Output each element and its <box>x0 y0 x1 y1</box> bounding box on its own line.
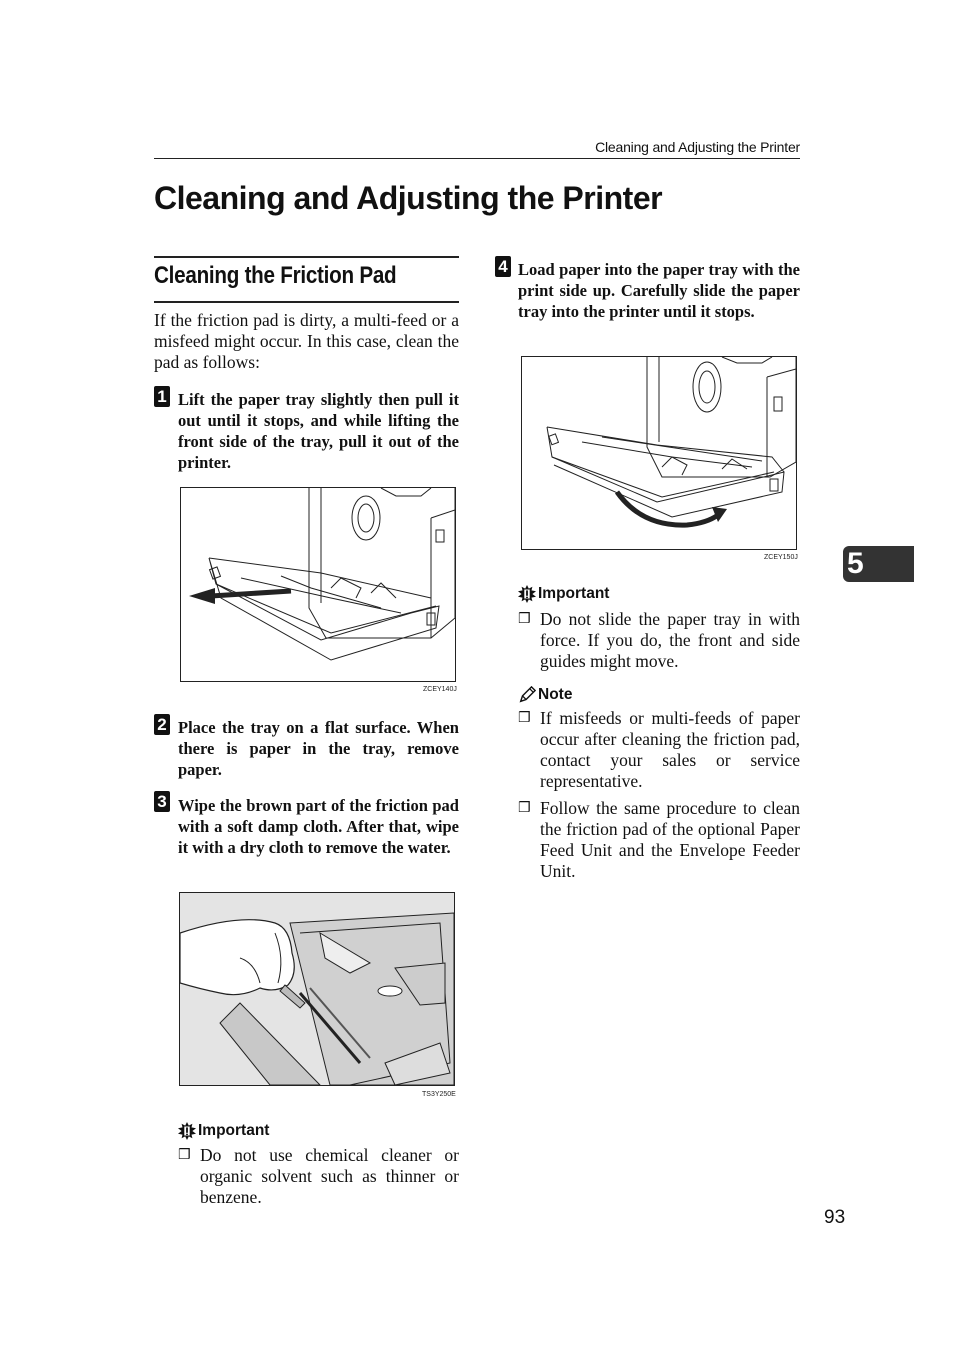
page-number: 93 <box>824 1207 846 1228</box>
figure-pull-out-tray <box>180 487 456 682</box>
tray-pull-illustration <box>181 488 455 681</box>
important-right-list <box>518 609 800 672</box>
figure-wipe-friction-pad <box>179 892 455 1086</box>
step-number-3: 3 <box>154 791 170 812</box>
figure-2-code: TS3Y250E <box>422 1091 456 1098</box>
step-number-1: 1 <box>154 386 170 407</box>
section-title: Cleaning the Friction Pad <box>154 262 397 289</box>
step-4-text: Load paper into the paper tray with the print side up. Carefully slide the paper tray into the printer until it stops. <box>518 260 800 321</box>
step-2-text: Place the tray on a flat surface. When there is paper in the tray, remove paper. <box>178 718 459 779</box>
list-item <box>518 708 800 792</box>
important-left-heading <box>178 1122 269 1140</box>
note-item-2: Follow the same procedure to clean the friction pad of the optional Paper Feed Unit and the Envelope Feeder Unit. <box>540 798 800 881</box>
important-burst-icon <box>518 585 536 603</box>
note-heading <box>518 686 572 704</box>
important-burst-icon <box>178 1122 196 1140</box>
checkbox-bullet-icon: ❒ <box>178 1147 191 1163</box>
note-label: Note <box>538 686 573 703</box>
tray-insert-illustration <box>522 357 796 549</box>
note-list <box>518 708 800 882</box>
important-left-list <box>178 1145 459 1208</box>
section-rule-top <box>154 256 459 258</box>
pull-arrow-icon <box>189 588 291 604</box>
list-item <box>178 1145 459 1208</box>
figure-3-code: ZCEY150J <box>764 554 798 561</box>
figure-insert-tray <box>521 356 797 550</box>
figure-1-code: ZCEY140J <box>423 686 457 693</box>
section-rule-bottom <box>154 301 459 303</box>
pencil-icon <box>518 686 536 704</box>
important-left-item-1: Do not use chemical cleaner or organic solvent such as thinner or benzene. <box>200 1145 459 1207</box>
list-item <box>518 609 800 672</box>
checkbox-bullet-icon: ❒ <box>518 611 531 627</box>
intro-paragraph: If the friction pad is dirty, a multi-feed or a misfeed might occur. In this case, clean the pad as follows: <box>154 310 459 372</box>
list-item <box>518 798 800 882</box>
chapter-number: 5 <box>847 547 864 580</box>
step-number-2: 2 <box>154 714 170 735</box>
important-right-heading <box>518 585 609 603</box>
note-item-1: If misfeeds or multi-feeds of paper occur after cleaning the friction pad, contact your sales or service representative. <box>540 708 800 791</box>
important-right-item-1: Do not slide the paper tray in with force. If you do, the front and side guides might move. <box>540 609 800 671</box>
important-right-label: Important <box>538 585 610 602</box>
running-header: Cleaning and Adjusting the Printer <box>595 139 800 155</box>
step-3-text: Wipe the brown part of the friction pad with a soft damp cloth. After that, wipe it with a dry cloth to remove the water. <box>178 796 459 857</box>
step-1-text: Lift the paper tray slightly then pull it out until it stops, and while lifting the front side of the tray, pull it out of the printer. <box>178 390 459 472</box>
wipe-pad-illustration <box>180 893 454 1085</box>
important-left-label: Important <box>198 1122 270 1139</box>
checkbox-bullet-icon: ❒ <box>518 710 531 726</box>
checkbox-bullet-icon: ❒ <box>518 800 531 816</box>
step-number-4: 4 <box>495 256 511 277</box>
chapter-tab <box>843 546 914 582</box>
header-rule <box>154 158 800 159</box>
page-title: Cleaning and Adjusting the Printer <box>154 180 663 216</box>
